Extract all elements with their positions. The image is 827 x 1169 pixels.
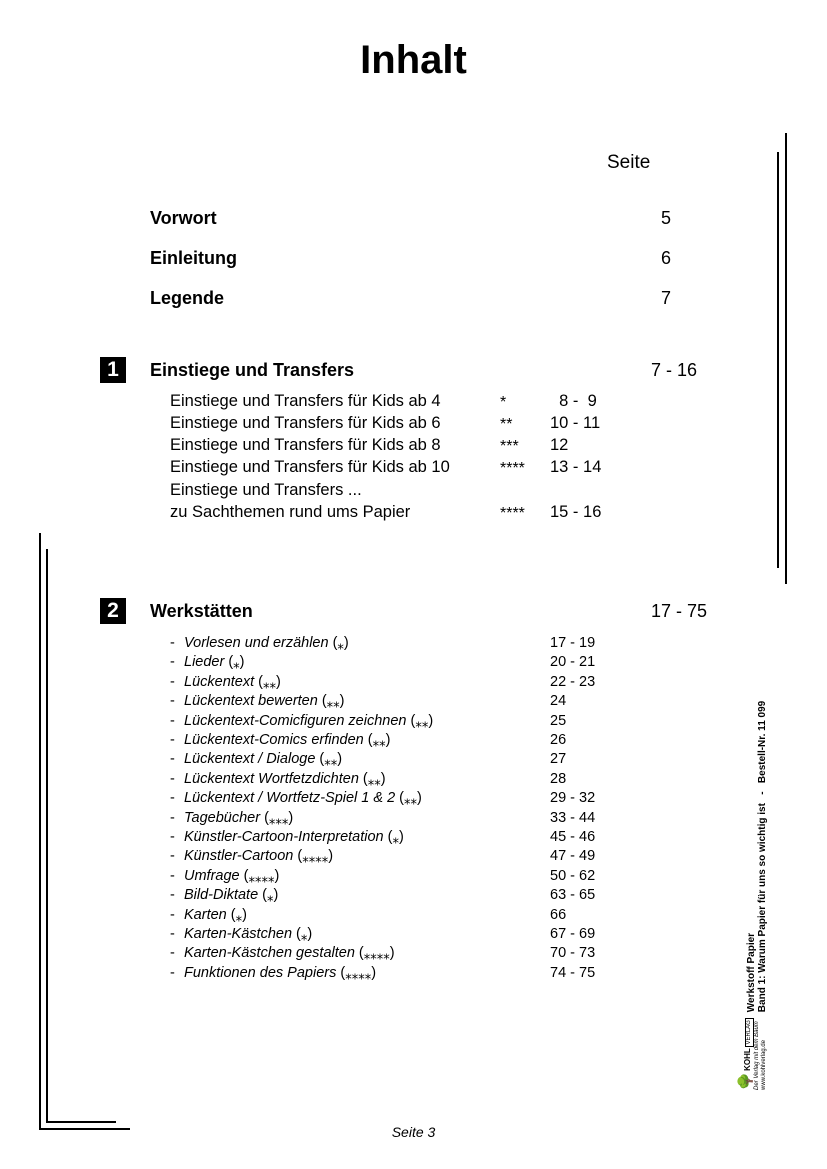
workshop-label: Tagebücher (184, 810, 261, 826)
workshop-label: Vorlesen und erzählen (184, 635, 329, 651)
paren-close: ) (398, 829, 404, 845)
paren-open: ( (336, 965, 346, 981)
workshop-item (170, 751, 342, 767)
workshop-label: Lückentext-Comicfiguren zeichnen (184, 713, 407, 729)
page-number: Seite 3 (391, 1124, 436, 1140)
workshop-label: Karten-Kästchen gestalten (184, 945, 355, 961)
difficulty-stars: ⁎ (337, 637, 344, 652)
paren-open: ( (317, 693, 327, 709)
subsection-pages: 13 - 14 (550, 458, 602, 476)
list-dash: - (170, 732, 175, 748)
difficulty-stars: ⁎ (300, 928, 308, 943)
frame-line-bottom-inner (46, 1121, 116, 1123)
subsection-label: zu Sachthemen rund ums Papier (170, 503, 411, 521)
workshop-item (170, 810, 293, 826)
publisher-name: KOHL (743, 1048, 752, 1071)
workshop-label: Lückentext bewerten (184, 693, 318, 709)
publisher-tag: VERLAG (746, 1020, 752, 1045)
paren-open: ( (293, 848, 303, 864)
workshop-label: Künstler-Cartoon-Interpretation (184, 829, 384, 845)
difficulty-stars: ⁎ (392, 831, 399, 846)
band-title: Band 1: Warum Papier für uns so wichtig ist (757, 803, 768, 1013)
subsection-pages: 15 - 16 (550, 503, 602, 521)
page-column-header: Seite (607, 152, 651, 173)
paren-close: ) (276, 674, 281, 690)
paren-open: ( (315, 751, 325, 767)
toc-page: 5 (661, 208, 672, 228)
paren-close: ) (343, 635, 349, 651)
paren-open: ( (395, 790, 405, 806)
paren-open: ( (254, 674, 263, 690)
publisher-website: www.kohlverlag.de (761, 1039, 767, 1090)
toc-page: 7 (661, 288, 672, 308)
workshop-pages: 47 - 49 (550, 848, 596, 864)
paren-open: ( (363, 732, 373, 748)
list-dash: - (170, 868, 175, 884)
subsection-pages: 8 - 9 (550, 392, 597, 410)
difficulty-stars: ⁎⁎⁎ (268, 812, 289, 827)
paren-close: ) (389, 945, 395, 961)
workshop-pages: 22 - 23 (550, 674, 596, 690)
workshop-pages: 70 - 73 (550, 945, 596, 961)
list-dash: - (170, 926, 175, 942)
paren-open: ( (226, 907, 236, 923)
series-title: Werkstoff Papier (746, 932, 757, 1013)
toc-entry-legende: Legende (150, 288, 225, 308)
workshop-label: Lückentext / Wortfetz-Spiel 1 & 2 (184, 790, 396, 806)
difficulty-stars: *** (500, 438, 519, 455)
workshop-pages: 29 - 32 (550, 790, 596, 806)
workshop-item (170, 693, 345, 709)
workshop-item (170, 848, 333, 864)
workshop-pages: 20 - 21 (550, 654, 596, 670)
workshop-label: Karten (184, 907, 227, 923)
difficulty-stars: ⁎⁎ (324, 753, 338, 768)
workshop-pages: 25 (550, 713, 567, 729)
workshop-item (170, 732, 390, 748)
publisher-logo (737, 1018, 768, 1090)
workshop-item (170, 790, 422, 806)
difficulty-stars: ⁎⁎ (372, 734, 386, 749)
frame-line-right-outer (785, 133, 787, 584)
list-dash: - (170, 848, 175, 864)
paren-close: ) (337, 751, 343, 767)
workshop-pages: 66 (550, 907, 567, 923)
workshop-item (170, 945, 395, 961)
frame-line-right-inner (777, 152, 779, 568)
paren-close: ) (273, 887, 279, 903)
list-dash: - (170, 635, 175, 651)
workshop-item (170, 829, 404, 845)
frame-line-left-inner (46, 549, 48, 1122)
toc-entry-vorwort: Vorwort (150, 208, 217, 228)
workshop-item (170, 654, 245, 670)
difficulty-stars: ⁎⁎ (404, 792, 418, 807)
workshop-item (170, 674, 281, 690)
list-dash: - (170, 945, 175, 961)
subsection-label: Einstiege und Transfers für Kids ab 8 (170, 436, 441, 454)
workshop-label: Künstler-Cartoon (184, 848, 294, 864)
tree-icon: 🌳 (737, 1072, 753, 1090)
separator: - (757, 791, 768, 795)
toc-entry-einleitung: Einleitung (150, 248, 237, 268)
paren-open: ( (358, 771, 368, 787)
workshop-item (170, 926, 312, 942)
list-dash: - (170, 771, 175, 787)
difficulty-stars: ⁎⁎ (367, 773, 381, 788)
difficulty-stars: ⁎⁎⁎⁎ (363, 947, 390, 962)
section-number-badge: 2 (100, 598, 126, 624)
subsection-label: Einstiege und Transfers für Kids ab 4 (170, 392, 441, 410)
workshop-item (170, 635, 349, 651)
list-dash: - (170, 829, 175, 845)
workshop-label: Lieder (184, 654, 225, 670)
workshop-label: Lückentext (184, 674, 255, 690)
workshop-item (170, 965, 376, 981)
workshop-pages: 28 (550, 771, 567, 787)
workshop-pages: 24 (550, 693, 567, 709)
paren-open: ( (328, 635, 338, 651)
paren-open: ( (239, 868, 249, 884)
workshop-pages: 27 (550, 751, 567, 767)
difficulty-stars: ** (500, 416, 513, 433)
paren-close: ) (380, 771, 386, 787)
subsection-pages: 12 (550, 436, 569, 454)
difficulty-stars: **** (500, 460, 525, 477)
workshop-label: Bild-Diktate (184, 887, 259, 903)
difficulty-stars: **** (500, 505, 525, 522)
list-dash: - (170, 693, 175, 709)
workshop-item (170, 713, 433, 729)
workshop-label: Lückentext-Comics erfinden (184, 732, 364, 748)
difficulty-stars: ⁎⁎⁎⁎ (345, 967, 372, 982)
difficulty-stars: * (500, 394, 507, 411)
list-dash: - (170, 751, 175, 767)
list-dash: - (170, 907, 175, 923)
paren-close: ) (274, 868, 280, 884)
paren-open: ( (258, 887, 267, 903)
section-title: Einstiege und Transfers (150, 360, 355, 380)
list-dash: - (170, 713, 175, 729)
difficulty-stars: ⁎ (267, 889, 274, 904)
workshop-label: Funktionen des Papiers (184, 965, 337, 981)
workshop-pages: 67 - 69 (550, 926, 596, 942)
workshop-pages: 50 - 62 (550, 868, 596, 884)
workshop-pages: 45 - 46 (550, 829, 596, 845)
frame-line-left-outer (39, 533, 41, 1130)
workshop-item (170, 771, 386, 787)
difficulty-stars: ⁎⁎ (415, 715, 429, 730)
toc-page: 6 (661, 248, 672, 268)
workshop-label: Umfrage (184, 868, 240, 884)
workshop-item (170, 868, 279, 884)
paren-open: ( (383, 829, 393, 845)
section-number-badge: 1 (100, 357, 126, 383)
section-title: Werkstätten (150, 601, 253, 621)
list-dash: - (170, 887, 175, 903)
workshop-item (170, 887, 278, 903)
subsection-label: Einstiege und Transfers ... (170, 481, 362, 499)
workshop-pages: 26 (550, 732, 567, 748)
paren-close: ) (417, 790, 422, 806)
subsection-label: Einstiege und Transfers für Kids ab 10 (170, 458, 450, 476)
list-dash: - (170, 810, 175, 826)
difficulty-stars: ⁎⁎ (263, 676, 276, 691)
paren-open: ( (224, 654, 234, 670)
workshop-label: Lückentext / Dialoge (184, 751, 316, 767)
difficulty-stars: ⁎⁎⁎⁎ (302, 850, 329, 865)
difficulty-stars: ⁎⁎⁎⁎ (248, 870, 275, 885)
list-dash: - (170, 674, 175, 690)
workshop-item (170, 907, 247, 923)
order-number: Bestell-Nr. 11 099 (757, 700, 768, 784)
workshop-pages: 17 - 19 (550, 635, 596, 651)
subsection-label: Einstiege und Transfers für Kids ab 6 (170, 414, 441, 432)
paren-open: ( (406, 713, 416, 729)
subsection-pages: 10 - 11 (550, 414, 601, 432)
workshop-pages: 33 - 44 (550, 810, 596, 826)
list-dash: - (170, 965, 175, 981)
workshop-pages: 74 - 75 (550, 965, 596, 981)
paren-open: ( (354, 945, 364, 961)
list-dash: - (170, 654, 175, 670)
paren-close: ) (339, 693, 345, 709)
workshop-label: Karten-Kästchen (184, 926, 293, 942)
paren-close: ) (328, 848, 334, 864)
paren-close: ) (371, 965, 377, 981)
paren-open: ( (292, 926, 301, 942)
paren-close: ) (239, 654, 245, 670)
paren-close: ) (307, 926, 313, 942)
paren-close: ) (428, 713, 434, 729)
list-dash: - (170, 790, 175, 806)
section-pages: 7 - 16 (651, 360, 698, 380)
publisher-slogan: Der Verlag mit dem Baum (754, 1021, 760, 1090)
paren-close: ) (242, 907, 247, 923)
paren-close: ) (385, 732, 391, 748)
difficulty-stars: ⁎ (233, 656, 240, 671)
page-title: Inhalt (360, 38, 467, 82)
difficulty-stars: ⁎ (235, 909, 243, 924)
paren-open: ( (260, 810, 269, 826)
section-pages: 17 - 75 (651, 601, 708, 621)
difficulty-stars: ⁎⁎ (326, 695, 340, 710)
publisher-imprint (737, 700, 768, 1090)
paren-close: ) (288, 810, 294, 826)
workshop-pages: 63 - 65 (550, 887, 596, 903)
workshop-label: Lückentext Wortfetzdichten (184, 771, 359, 787)
